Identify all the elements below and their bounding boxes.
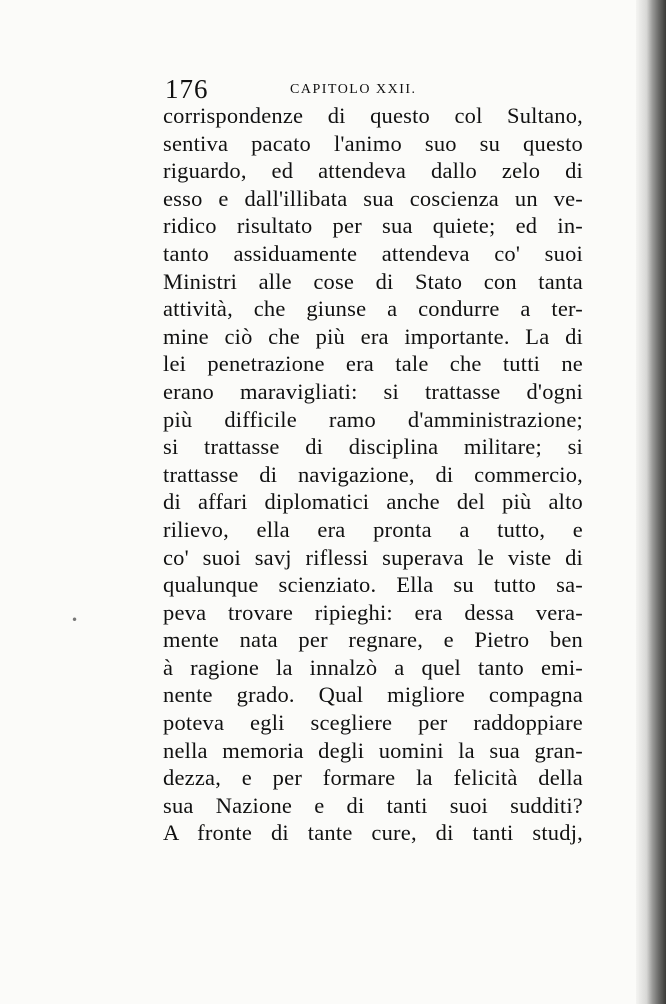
text-line: dezza, e per formare la felicità della	[163, 765, 583, 791]
text-line: sua Nazione e di tanti suoi sudditi?	[163, 792, 583, 818]
body-text	[163, 102, 583, 847]
text-line: peva trovare ripieghi: era dessa vera-	[163, 599, 583, 625]
text-line: nella memoria degli uomini la sua gran-	[163, 737, 583, 763]
page-number: 176	[165, 74, 209, 104]
text-line: attività, che giunse a condurre a ter-	[163, 296, 583, 322]
page-edge-shadow	[636, 0, 666, 1004]
text-line: di affari diplomatici anche del più alto	[163, 489, 583, 515]
text-line: trattasse di navigazione, di commercio,	[163, 461, 583, 487]
text-line: à ragione la innalzò a quel tanto emi-	[163, 654, 583, 680]
text-line: esso e dall'illibata sua coscienza un ve-	[163, 185, 583, 211]
text-line: A fronte di tante cure, di tanti studj,	[163, 820, 583, 846]
text-line: erano maravigliati: si trattasse d'ogni	[163, 378, 583, 404]
text-line: sentiva pacato l'animo suo su questo	[163, 130, 583, 156]
text-line: Ministri alle cose di Stato con tanta	[163, 268, 583, 294]
text-line: tanto assiduamente attendeva co' suoi	[163, 240, 583, 266]
running-title: CAPITOLO XXII.	[290, 82, 417, 97]
text-line: più difficile ramo d'amministrazione;	[163, 406, 583, 432]
text-line: nente grado. Qual migliore compagna	[163, 682, 583, 708]
text-line: rilievo, ella era pronta a tutto, e	[163, 516, 583, 542]
text-line: co' suoi savj riflessi superava le viste di	[163, 544, 583, 570]
text-line: qualunque scienziato. Ella su tutto sa-	[163, 572, 583, 598]
text-line: mente nata per regnare, e Pietro ben	[163, 627, 583, 653]
page-header	[165, 74, 565, 104]
text-line: lei penetrazione era tale che tutti ne	[163, 351, 583, 377]
text-line: riguardo, ed attendeva dallo zelo di	[163, 158, 583, 184]
text-line: poteva egli scegliere per raddoppiare	[163, 710, 583, 736]
text-line: si trattasse di disciplina militare; si	[163, 434, 583, 460]
text-line: mine ciò che più era importante. La di	[163, 323, 583, 349]
ink-speck: •	[71, 613, 79, 627]
text-line: corrispondenze di questo col Sultano,	[163, 103, 583, 128]
text-line: ridico risultato per sua quiete; ed in-	[163, 213, 583, 239]
